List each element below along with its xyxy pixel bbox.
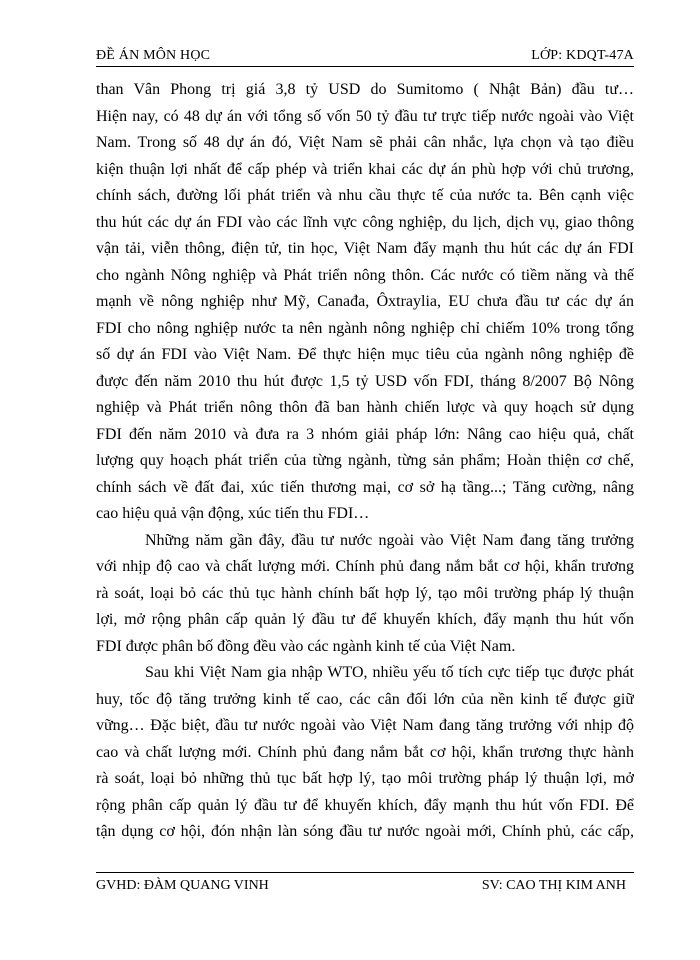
page-footer	[96, 872, 634, 897]
text-line: cao hiệu quả vận động, xúc tiến thu FDI…	[96, 505, 370, 522]
paragraph-3	[96, 660, 634, 846]
text-line: rà soát, loại bỏ các thủ tục hành chính bất hợp lý, tạo môi trường pháp lý thuận	[96, 584, 634, 602]
text-line: được đến năm 2010 thu hút được 1,5 tỷ USD vốn FDI, tháng 8/2007 Bộ Nông	[96, 372, 634, 390]
text-line: Nam. Trong số 48 dự án đó, Việt Nam sẽ phải cân nhắc, lựa chọn và tạo điều	[96, 134, 634, 151]
text-line: mạnh về nông nghiệp như Mỹ, Canađa, Ôxtraylia, EU chưa đầu tư các dự án	[96, 293, 634, 310]
header-title: ĐỀ ÁN MÔN HỌC	[96, 48, 211, 63]
header-class: LỚP: KDQT-47A	[531, 48, 634, 63]
footer-student: SV: CAO THỊ KIM ANH	[481, 878, 626, 893]
text-line: huy, tốc độ tăng trưởng kinh tế cao, các cân đối lớn của nền kinh tế được giữ	[96, 690, 634, 708]
text-line: rà soát, loại bỏ những thủ tục bất hợp lý, tạo môi trường pháp lý thuận lợi, mở	[96, 770, 634, 787]
text-line: thu hút các dự án FDI vào các lĩnh vực công nghiệp, du lịch, dịch vụ, giao thông	[96, 213, 634, 231]
text-line: kiện thuận lợi nhất để cấp phép và triển khai các dự án phù hợp với chủ trương,	[96, 160, 634, 178]
text-line: số dự án FDI vào Việt Nam. Để thực hiện mục tiêu của ngành nông nghiệp đề	[96, 346, 634, 363]
text-line: lượng quy hoạch phát triển của từng ngành, từng sản phẩm; Hoàn thiện cơ chế,	[96, 452, 634, 469]
text-line: cho ngành Nông nghiệp và Phát triển nông thôn. Các nước có tiềm năng và thế	[96, 266, 634, 284]
text-line: FDI đến năm 2010 và đưa ra 3 nhóm giải pháp lớn: Nâng cao hiệu quả, chất	[96, 425, 634, 443]
text-line: rộng phân cấp quản lý đầu tư để khuyến khích, đẩy mạnh thu hút vốn FDI. Để	[96, 796, 634, 814]
page-header	[96, 42, 634, 67]
text-line: vận tải, viễn thông, điện tử, tin học, Việt Nam đẩy mạnh thu hút các dự án FDI	[96, 240, 634, 257]
text-line: cao và chất lượng mới. Chính phủ đang nắm bắt cơ hội, khẩn trương thực hành	[96, 743, 634, 761]
text-line: FDI được phân bố đồng đều vào các ngành kinh tế của Việt Nam.	[96, 637, 516, 655]
text-line: với nhịp độ cao và chất lượng mới. Chính phủ đang nắm bắt cơ hội, khẩn trương	[96, 558, 634, 575]
text-line: Sau khi Việt Nam gia nhập WTO, nhiều yếu tố tích cực tiếp tục được phát	[145, 664, 634, 681]
text-line: chính sách về đất đai, xúc tiến thương mại, cơ sở hạ tầng...; Tăng cường, nâng	[96, 478, 634, 496]
text-line: Những năm gần đây, đầu tư nước ngoài vào Việt Nam đang tăng trưởng	[145, 531, 634, 549]
text-line: Hiện nay, có 48 dự án với tổng số vốn 50 tỷ đầu tư trực tiếp nước ngoài vào Việt	[96, 107, 634, 125]
text-line: chính sách, đường lối phát triển và nhu cầu thực tế của nước ta. Bên cạnh việc	[96, 187, 634, 204]
text-line: FDI cho nông nghiệp nước ta nên ngành nông nghiệp chỉ chiếm 10% trong tổng	[96, 319, 634, 337]
text-line: vững… Đặc biệt, đầu tư nước ngoài vào Việt Nam đang tăng trưởng với nhịp độ	[96, 717, 634, 734]
footer-advisor: GVHD: ĐÀM QUANG VINH	[96, 878, 269, 893]
text-line: lợi, mở rộng phân cấp quản lý đầu tư để khuyến khích, đẩy mạnh thu hút vốn	[96, 611, 634, 628]
text-line: nghiệp và Phát triển nông thôn đã ban hành chiến lược và quy hoạch sử dụng	[96, 399, 634, 416]
document-body	[96, 77, 634, 846]
paragraph-2	[96, 528, 634, 661]
paragraph-1	[96, 77, 634, 528]
text-line: than Vân Phong trị giá 3,8 tỷ USD do Sumitomo ( Nhật Bản) đầu tư…	[96, 81, 634, 98]
text-line: tận dụng cơ hội, đón nhận làn sóng đầu tư nước ngoài mới, Chính phủ, các cấp,	[96, 823, 634, 840]
